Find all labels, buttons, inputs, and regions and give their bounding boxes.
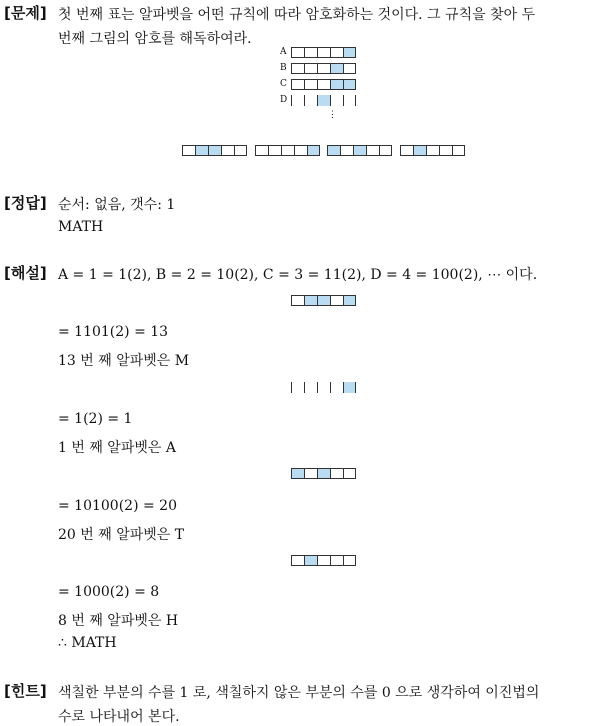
cell xyxy=(317,555,330,566)
cell xyxy=(291,63,304,74)
decode-strip-t xyxy=(291,468,356,479)
cell-filled xyxy=(304,555,317,566)
cell xyxy=(255,145,268,156)
cell-filled xyxy=(195,145,208,156)
cell xyxy=(343,63,356,74)
decode-eq-a: = 1(2) = 1 xyxy=(58,411,133,427)
cell-filled xyxy=(330,63,343,74)
cell xyxy=(281,145,294,156)
cell xyxy=(330,468,343,479)
decode-eq-h: = 1000(2) = 8 xyxy=(58,584,160,600)
cell xyxy=(317,79,330,90)
cell xyxy=(294,145,307,156)
cell xyxy=(291,382,304,393)
cell-filled xyxy=(413,145,426,156)
cell xyxy=(291,295,304,306)
hint-line-1: 색칠한 부분의 수를 1 로, 색칠하지 않은 부분의 수를 0 으로 생각하여 이진법의 xyxy=(58,685,540,701)
cell xyxy=(182,145,195,156)
cell xyxy=(330,382,343,393)
cell xyxy=(343,468,356,479)
cipher-group-2 xyxy=(255,145,320,156)
cipher-group-3 xyxy=(327,145,392,156)
cell-filled xyxy=(317,295,330,306)
cell xyxy=(291,555,304,566)
decode-strip-h xyxy=(291,555,356,566)
row-label-d: D xyxy=(280,95,288,105)
answer-line-1: 순서: 없음, 갯수: 1 xyxy=(58,197,176,213)
problem-line-2: 번째 그림의 암호를 해독하여라. xyxy=(58,31,252,47)
problem-line-1: 첫 번째 표는 알파벳을 어떤 규칙에 따라 암호화하는 것이다. 그 규칙을 찾아 두 xyxy=(58,7,536,23)
decode-eq-m: = 1101(2) = 13 xyxy=(58,324,169,340)
row-label-c: C xyxy=(280,79,287,89)
cell-filled xyxy=(307,145,320,156)
row-c-strip xyxy=(291,79,356,90)
cell-filled xyxy=(343,295,356,306)
cell xyxy=(330,295,343,306)
hint-line-2: 수로 나타내어 본다. xyxy=(58,709,180,725)
cell xyxy=(291,47,304,58)
decode-text-t: 20 번 째 알파벳은 T xyxy=(58,527,185,543)
cell-filled xyxy=(327,145,340,156)
decode-text-m: 13 번 째 알파벳은 M xyxy=(58,353,190,369)
cell xyxy=(317,382,330,393)
cell xyxy=(234,145,247,156)
cell xyxy=(304,468,317,479)
explain-intro: A = 1 = 1(2), B = 2 = 10(2), C = 3 = 11(2), D = 4 = 100(2), ⋯ 이다. xyxy=(58,267,538,283)
cell xyxy=(291,79,304,90)
decode-text-h: 8 번 째 알파벳은 H xyxy=(58,613,179,629)
decode-strip-a xyxy=(291,382,356,393)
cell xyxy=(317,63,330,74)
cell-filled xyxy=(343,47,356,58)
cell xyxy=(400,145,413,156)
cell xyxy=(330,47,343,58)
cell-filled xyxy=(317,95,330,106)
answer-line-2: MATH xyxy=(58,219,104,235)
answer-tag: [정답] xyxy=(4,194,47,212)
cell-filled xyxy=(343,382,356,393)
cell xyxy=(340,145,353,156)
cell-filled xyxy=(291,468,304,479)
conclusion: ∴ MATH xyxy=(58,635,117,651)
continuation-dots: ⋮ xyxy=(328,110,337,120)
row-b-strip xyxy=(291,63,356,74)
decode-text-a: 1 번 째 알파벳은 A xyxy=(58,440,176,456)
row-label-b: B xyxy=(280,63,287,73)
cell-filled xyxy=(353,145,366,156)
cell xyxy=(330,555,343,566)
cell xyxy=(304,47,317,58)
cell xyxy=(426,145,439,156)
cell xyxy=(268,145,281,156)
decode-strip-m xyxy=(291,295,356,306)
cell-filled xyxy=(330,79,343,90)
cell xyxy=(221,145,234,156)
cell xyxy=(330,95,343,106)
row-a-strip xyxy=(291,47,356,58)
cipher-group-4 xyxy=(400,145,465,156)
cipher-group-1 xyxy=(182,145,247,156)
cell xyxy=(452,145,465,156)
cell-filled xyxy=(343,79,356,90)
cell xyxy=(317,47,330,58)
row-label-a: A xyxy=(280,47,287,57)
cell xyxy=(343,555,356,566)
cell xyxy=(366,145,379,156)
row-d-strip xyxy=(291,95,356,106)
cell xyxy=(304,79,317,90)
cell-filled xyxy=(208,145,221,156)
cell xyxy=(304,95,317,106)
cell-filled xyxy=(317,468,330,479)
decode-eq-t: = 10100(2) = 20 xyxy=(58,498,177,514)
cell xyxy=(379,145,392,156)
cell-filled xyxy=(304,295,317,306)
cell xyxy=(343,95,356,106)
cell xyxy=(304,63,317,74)
hint-tag: [힌트] xyxy=(4,682,47,700)
explain-tag: [해설] xyxy=(4,264,47,282)
cell xyxy=(439,145,452,156)
cell xyxy=(291,95,304,106)
cell xyxy=(304,382,317,393)
problem-tag: [문제] xyxy=(4,4,47,22)
